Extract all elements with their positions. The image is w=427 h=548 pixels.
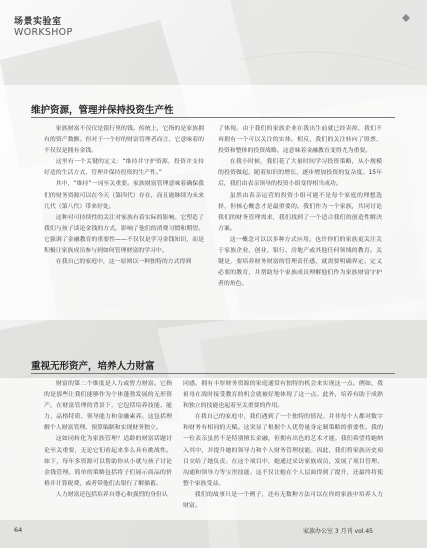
paragraph: 财富的第二个维度是人力或智力财富。它指的是那些让我们能够作为个体蓬勃发展的无形资产。在财富管理的背景下，它包括培养技能、能力、品格特质、领导能力和金融素养。这包括理解个人财富管理、预算编制和实现财务独立。: [44, 381, 172, 432]
paragraph: 在我小时候，我们花了大量时间学习投资策略，从小规模的投资做起，随着知识的增长，逐步增加投资的复杂度。15年后，我们由表亲领导的投资小组变得相当成功。: [218, 159, 382, 188]
paragraph: 同感。拥有丰厚财务资源的家庭通常有独特的机会来实现这一点。例如，我祖母在战时接受教育的机会就被好地体现了这一点。此外，培养有助于成熟和独立的技能也起着至关重要的作用。: [183, 381, 383, 410]
paragraph: 在我自己的家庭中，这一原则以一种独特的方式得到: [55, 259, 192, 266]
paragraph: 了体现。由于我们的家族企业在我出生前就已经卖掉，我们不再拥有一个可以关注的实体。相反，我们的关注转向了股票、投资和整体的投资战略。这意味着金融教育变得尤为重要。: [218, 126, 382, 155]
paragraph: 在我自己的家庭中，我们遇到了一个独特的情况。并非每个人都对数字和财务有相同的天赋。这突显了根据个人优势量身定制策略的重要性。我的一位表亲虽然不是特别擅长金融，但拥有出色的艺术才能。我们希望将她纳入其中，并提升她的领导力和个人财务管理技能。因此，我们将家族历史项目交给了她负责。在这个项目中，她通过采访家族成员，发展了项目管理、沟通和领导力等宝贵技能。这不仅让她在个人层面得到了提升，还最终将使整个家族受益。: [183, 414, 383, 487]
paragraph: 虽然由表亲运营的投资小组可能不是每个家庭的理想选择，但核心概念才是最重要的。我们作为一个家族，共同讨论我们的财务管理需求，我们找到了一个适合我们的创造性解决方案。: [218, 192, 382, 232]
header-title: 场景实验室: [14, 17, 62, 27]
section1-left-column: [44, 124, 204, 268]
paragraph: 人力财富还包括培养自尊心和强烈的身份认: [55, 491, 168, 498]
page-number: 64: [14, 526, 23, 534]
section-title-2: 重视无形资产，培养人力财富: [31, 361, 155, 372]
paragraph: 这一概念可以以多种方式应用。也许你们的家族更关注关于家族企业、创业、银行、房地产或其他任何领域的教育。关键是，要培养财务财富的管理责任感，就需要明确界定、定义必要的教育，并帮助每个家族成员理解他们作为家族财富守护者的角色。: [218, 236, 382, 288]
paragraph: 这种对可持续性的关注对家族有着实际的影响。它塑造了我们与孩子谈论金钱的方式，影响了他们的消费习惯和期望。它强调了金融教育的重要性——不仅仅是学习金钱知识，而是积极让家族成员参与到如何管理财富的学习中。: [44, 214, 204, 255]
section1-right-column: [218, 124, 382, 290]
diamond-icon: [402, 14, 410, 22]
paragraph: 其中，“维持”一词至关重要。家族财富管理意味着确保我们的财务资源可以在今天（第四代）存在，而且能继续为未来几代（第八代）带来好处。: [44, 181, 204, 210]
paragraph: 家族财富不仅仅是银行里的钱。传统上，它指的是家族拥有的资产数额。但对于一个好的财富管理者而言，它意味着的不仅仅是拥有金钱。: [44, 126, 204, 155]
paragraph: 这里有一个关键的定义：“维持并守护资源，投资并支持好适的生活方式，管理并保持投资的生产性。”: [44, 159, 204, 177]
section2-left-column: [44, 379, 172, 501]
title-divider-2: [31, 373, 395, 374]
header-subtitle: WORKSHOP: [14, 27, 73, 38]
publication-info: 家族办公室 3 月刊 vol.45: [303, 528, 373, 535]
section2-right-column: [183, 379, 383, 512]
paragraph: 我们的故事只是一个例子，还有无数种方法可以在你的家族中培养人力财富。: [183, 491, 383, 510]
section-title-1: 维护资源，管理并保持投资生产性: [31, 105, 174, 116]
paragraph: 这如同转化为家族管理？适龄的财富话题讨论至关重要，无论它们看起来多么具有挑战性。如下，每年多资源可以帮助你从小就与孩子讨论金钱管理。简单的策略包括将子们展示商品的价格并计算税费，或者带他们去银行了解储蓄。: [44, 436, 172, 487]
section-header: [14, 14, 72, 38]
title-divider-1: [31, 117, 395, 118]
